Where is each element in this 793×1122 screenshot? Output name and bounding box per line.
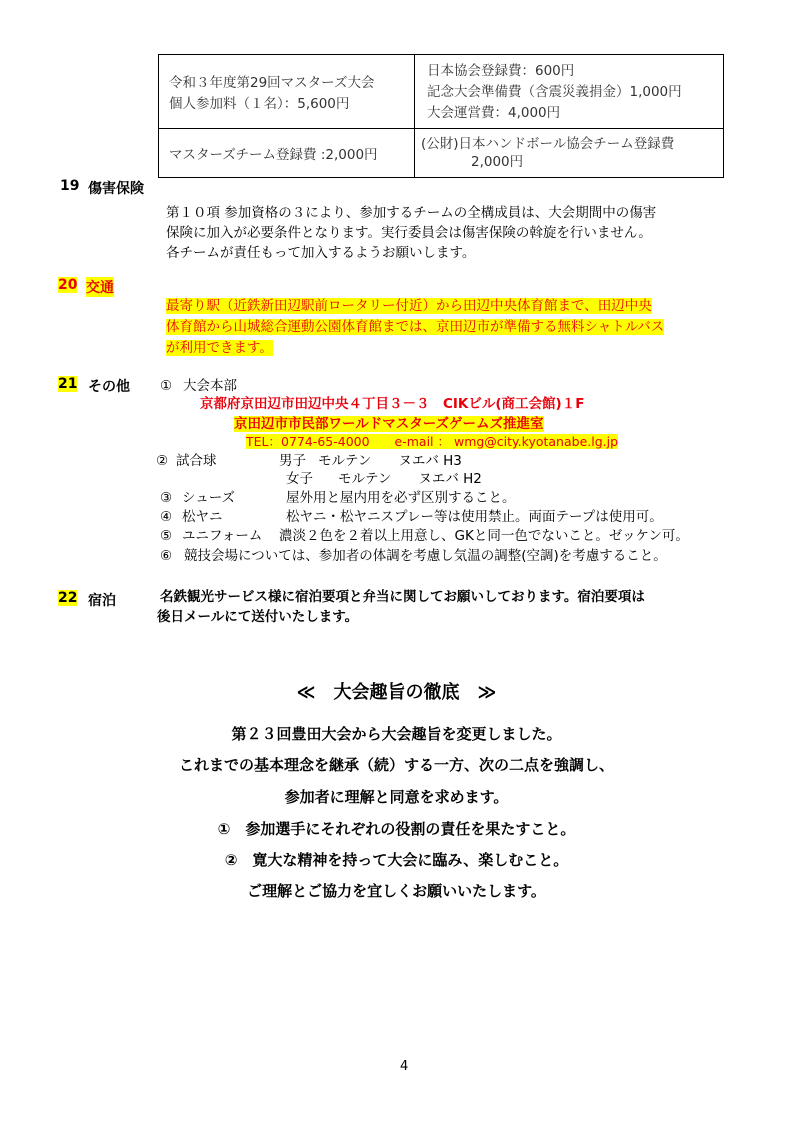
item3-mark: ③ xyxy=(160,490,173,506)
fee-cell-individual-line1: 令和３年度第29回マスターズ大会 xyxy=(169,75,375,91)
section-19-line: 第１０項 参加資格の３により、参加するチームの全構成員は、大会期間中の傷害 xyxy=(166,205,657,221)
purpose-point2: ② 寛大な精神を持って大会に臨み、楽しむこと。 xyxy=(224,851,569,869)
fee-cell-jha-line1: (公財)日本ハンドボール協会チーム登録費 xyxy=(421,136,675,152)
hq-contact-text: TEL：0774-65-4000 e-mail ： wmg@city.kyotanabe.lg.jp xyxy=(246,434,619,449)
section-19-line: 保険に加入が必要条件となります。実行委員会は傷害保険の斡旋を行いません。 xyxy=(166,225,652,241)
section-20-body xyxy=(166,296,664,359)
fee-cell-breakdown-line2: 記念大会準備費（含震災義捐金）1,000円 xyxy=(427,84,682,100)
item5-label: ユニフォーム xyxy=(182,528,263,544)
purpose-line3: 参加者に理解と同意を求めます。 xyxy=(284,788,509,806)
hq-address-text: 京都府京田辺市田辺中央４丁目３－３ CIKビル(商工会館)１F xyxy=(200,396,585,412)
item2-label: 試合球 xyxy=(176,453,217,469)
purpose-closing: ご理解とご協力を宜しくお願いいたします。 xyxy=(247,882,546,900)
section-19-line: 各チームが責任もって加入するようお願いします。 xyxy=(166,245,476,261)
ball-women-label: 女子 xyxy=(286,471,313,487)
section-22-line2: 後日メールにて送付いたします。 xyxy=(157,609,359,625)
item1-label: 大会本部 xyxy=(183,378,237,394)
item5-mark: ⑤ xyxy=(160,528,173,544)
item3-text: 屋外用と屋内用を必ず区別すること。 xyxy=(286,490,516,506)
ball-women-spec: モルテン ヌエバ H2 xyxy=(338,471,482,487)
item2-mark: ② xyxy=(156,453,169,469)
section-22-number: 22 xyxy=(58,590,78,606)
item3-label: シューズ xyxy=(182,490,236,506)
fee-cell-individual-line2: 個人参加料（１名）：5,600円 xyxy=(169,96,350,112)
item1-mark: ① xyxy=(160,378,173,394)
section-21-title: その他 xyxy=(88,379,130,395)
section-19-number: 19 xyxy=(60,178,80,194)
fee-table xyxy=(158,54,724,178)
ball-men-spec: モルテン ヌエバ H3 xyxy=(318,453,462,469)
item4-text: 松ヤニ・松ヤニスプレー等は使用禁止。両面テープは使用可。 xyxy=(286,509,663,525)
fee-cell-breakdown-line3: 大会運営費：4,000円 xyxy=(427,105,561,121)
section-20-number: 20 xyxy=(58,277,78,293)
hq-office-text: 京田辺市市民部ワールドマスターズゲームズ推進室 xyxy=(234,416,544,432)
section-22-body xyxy=(157,587,645,627)
section-20-line: 体育館から山城総合運動公園体育館までは、京田辺市が準備する無料シャトルバス xyxy=(166,319,665,335)
section-20-line: が利用できます。 xyxy=(166,340,273,356)
fee-cell-jha xyxy=(421,135,674,171)
hq-address xyxy=(200,394,584,414)
page-number: 4 xyxy=(400,1059,409,1074)
section-20-title: 交通 xyxy=(86,277,114,297)
section-22-line1: 名鉄観光サービス様に宿泊要項と弁当に関してお願いしております。宿泊要項は xyxy=(160,589,645,605)
fee-cell-individual xyxy=(169,73,375,115)
purpose-line2: これまでの基本理念を継承（続）する一方、次の二点を強調し、 xyxy=(178,756,614,774)
purpose-heading: ≪ 大会趣旨の徹底 ≫ xyxy=(296,682,497,703)
fee-cell-breakdown xyxy=(427,61,682,124)
fee-cell-breakdown-line1: 日本協会登録費：600円 xyxy=(427,63,575,79)
fee-cell-jha-line2: 2,000円 xyxy=(471,154,524,170)
hq-contact xyxy=(246,433,618,451)
hq-office xyxy=(234,415,544,433)
ball-men-label: 男子 xyxy=(279,453,306,469)
section-22-title: 宿泊 xyxy=(88,593,116,609)
purpose-line1: 第２３回豊田大会から大会趣旨を変更しました。 xyxy=(231,725,562,743)
section-19-body xyxy=(166,203,656,263)
item6-text: 競技会場については、参加者の体調を考慮し気温の調整(空調)を考慮すること。 xyxy=(184,548,667,564)
section-20-line: 最寄り駅（近鉄新田辺駅前ロータリー付近）から田辺中央体育館まで、田辺中央 xyxy=(166,298,652,314)
table-divider-horizontal xyxy=(159,128,723,129)
item4-mark: ④ xyxy=(160,509,173,525)
fee-cell-team: マスターズチーム登録費 :2,000円 xyxy=(169,147,378,163)
section-19-title: 傷害保険 xyxy=(88,181,144,197)
table-divider-vertical xyxy=(414,55,415,177)
item4-label: 松ヤニ xyxy=(182,509,223,525)
item6-mark: ⑥ xyxy=(160,548,173,564)
purpose-point1: ① 参加選手にそれぞれの役割の責任を果たすこと。 xyxy=(217,820,576,838)
item5-text: 濃淡２色を２着以上用意し、GKと同一色でないこと。ゼッケン可。 xyxy=(279,528,689,544)
section-21-number: 21 xyxy=(58,376,78,392)
